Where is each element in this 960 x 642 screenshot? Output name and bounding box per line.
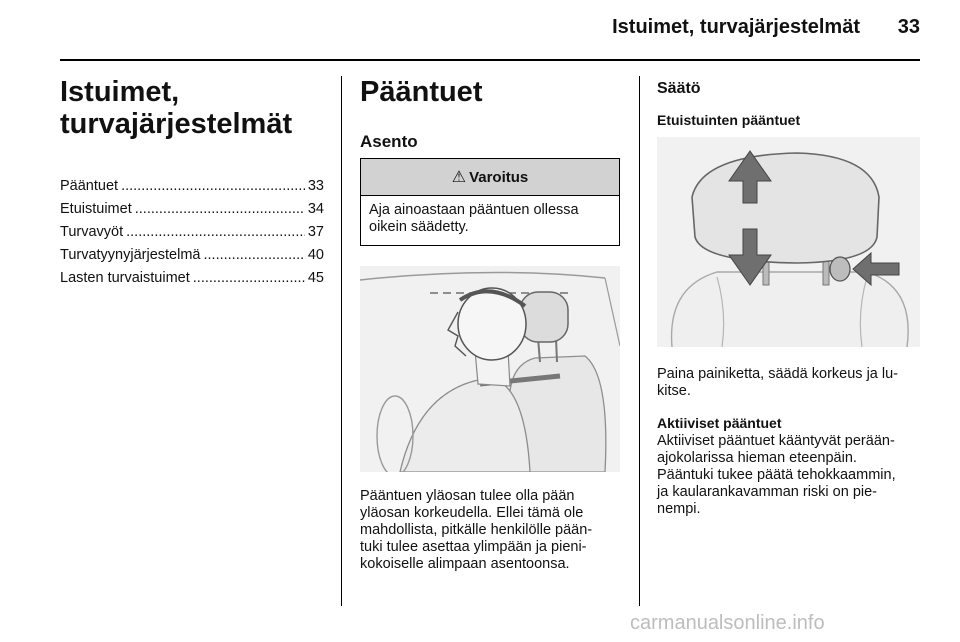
toc-item-label: Lasten turvaistuimet bbox=[60, 270, 190, 286]
warning-box bbox=[360, 158, 620, 246]
front-headrest-paragraph bbox=[657, 366, 927, 400]
paragraph-line: ajokolarissa hieman eteenpäin. bbox=[657, 450, 857, 466]
paragraph-line: kokoiselle alimpaan asentoonsa. bbox=[360, 556, 570, 572]
toc-item-label: Pääntuet bbox=[60, 178, 119, 194]
toc-item[interactable] bbox=[60, 201, 324, 224]
toc-leader-dots bbox=[203, 247, 304, 263]
paragraph-line: mahdollista, pitkälle henkilölle pään- bbox=[360, 522, 593, 538]
toc-leader-dots bbox=[193, 270, 305, 286]
table-of-contents bbox=[60, 178, 324, 293]
watermark: carmanualsonline.info bbox=[630, 612, 825, 634]
position-paragraph bbox=[360, 488, 630, 573]
toc-item[interactable] bbox=[60, 247, 324, 270]
toc-item-page: 40 bbox=[307, 247, 324, 263]
chapter-title-line-2: turvajärjestelmät bbox=[60, 108, 293, 140]
chapter-title-line-1: Istuimet, bbox=[60, 76, 180, 108]
header-rule bbox=[60, 59, 920, 61]
toc-item-page: 33 bbox=[307, 178, 324, 194]
warning-triangle-icon: ⚠ bbox=[451, 169, 467, 186]
toc-item[interactable] bbox=[60, 270, 324, 293]
adjustment-heading: Säätö bbox=[657, 80, 701, 97]
position-heading: Asento bbox=[360, 132, 418, 151]
toc-item-page: 45 bbox=[307, 270, 324, 286]
toc-item-page: 34 bbox=[307, 201, 324, 217]
column-divider-right bbox=[639, 76, 640, 606]
driver-illustration-svg bbox=[360, 266, 620, 472]
warning-text-line: Aja ainoastaan pääntuen ollessa bbox=[369, 202, 579, 218]
toc-item-label: Turvatyynyjärjestelmä bbox=[60, 247, 201, 263]
paragraph-line: ja kaularankavamman riski on pie- bbox=[657, 484, 878, 500]
paragraph-line: Pääntuen yläosan tulee olla pään bbox=[360, 488, 575, 504]
paragraph-line: Paina painiketta, säädä korkeus ja lu- bbox=[657, 366, 899, 382]
active-headrest-paragraph bbox=[657, 433, 927, 518]
section-title: Pääntuet bbox=[360, 76, 483, 108]
toc-item[interactable] bbox=[60, 224, 324, 247]
paragraph-line: Pääntuki tukee päätä tehokkaammin, bbox=[657, 467, 896, 483]
column-divider-left bbox=[341, 76, 342, 606]
paragraph-line: yläosan korkeudella. Ellei tämä ole bbox=[360, 505, 584, 521]
toc-item[interactable] bbox=[60, 178, 324, 201]
paragraph-line: nempi. bbox=[657, 501, 701, 517]
headrest-adjust-svg bbox=[657, 137, 920, 347]
paragraph-line: tuki tulee asettaa ylimpään ja pieni- bbox=[360, 539, 587, 555]
driver-headrest-illustration bbox=[360, 266, 620, 472]
paragraph-line: Aktiiviset pääntuet kääntyvät perään- bbox=[657, 433, 895, 449]
toc-item-label: Etuistuimet bbox=[60, 201, 132, 217]
toc-leader-dots bbox=[135, 201, 305, 217]
headrest-adjust-illustration bbox=[657, 137, 920, 347]
chapter-title bbox=[60, 76, 330, 140]
toc-leader-dots bbox=[121, 178, 305, 194]
toc-item-label: Turvavyöt bbox=[60, 224, 124, 240]
warning-header bbox=[361, 159, 619, 196]
running-header-title: Istuimet, turvajärjestelmät bbox=[612, 16, 860, 38]
toc-item-page: 37 bbox=[307, 224, 324, 240]
warning-text-line: oikein säädetty. bbox=[369, 219, 469, 235]
active-headrest-heading: Aktiiviset pääntuet bbox=[657, 415, 782, 431]
toc-leader-dots bbox=[126, 224, 305, 240]
warning-label: Varoitus bbox=[469, 168, 529, 186]
page-number: 33 bbox=[897, 16, 920, 38]
front-headrest-heading: Etuistuinten pääntuet bbox=[657, 112, 801, 128]
paragraph-line: kitse. bbox=[657, 383, 691, 399]
warning-text bbox=[361, 196, 619, 242]
